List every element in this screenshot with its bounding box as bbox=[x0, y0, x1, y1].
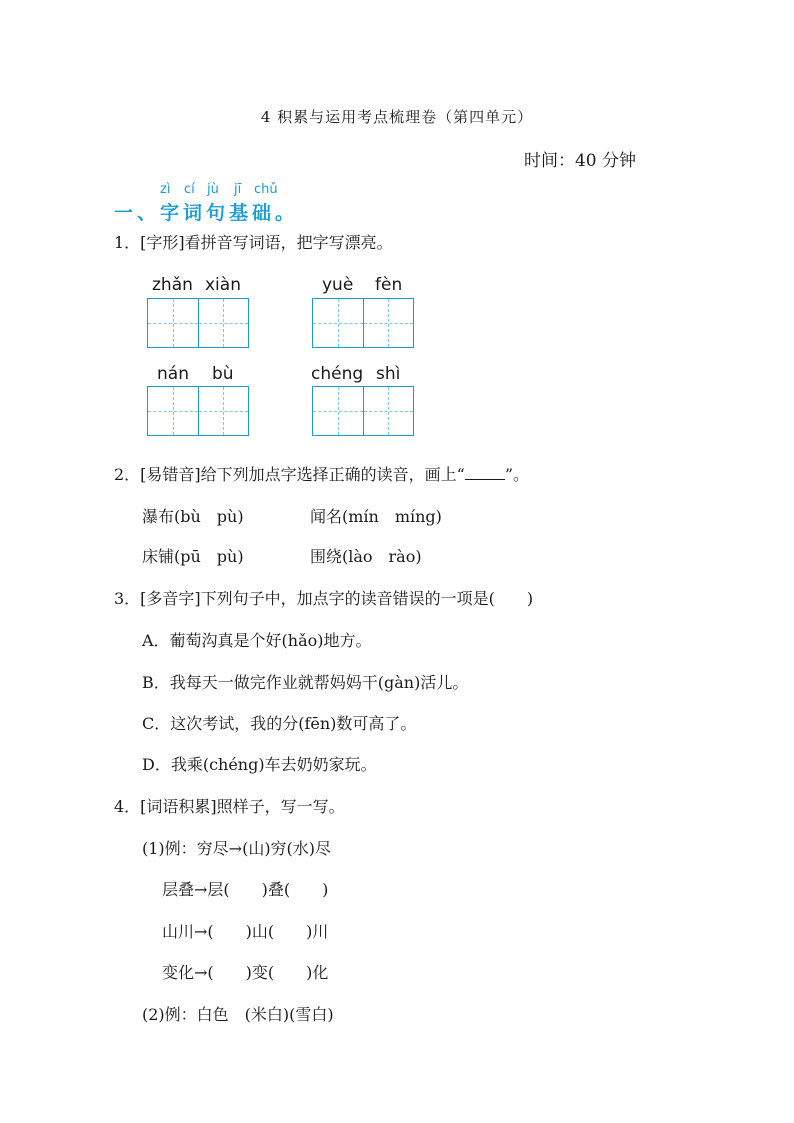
pinyin-zi: zì bbox=[160, 182, 171, 197]
writing-box[interactable] bbox=[312, 298, 414, 348]
question-2-close: ”。 bbox=[504, 465, 530, 484]
pinyin-xian: xiàn bbox=[205, 275, 241, 295]
time-limit: 时间：40 分钟 bbox=[523, 151, 636, 171]
writing-box[interactable] bbox=[147, 386, 249, 436]
question-1: 1．[字形]看拼音写词语，把字写漂亮。 bbox=[114, 233, 393, 252]
pinyin-zhan: zhǎn bbox=[152, 275, 193, 295]
option-a[interactable]: A．葡萄沟真是个好(hǎo)地方。 bbox=[142, 631, 372, 650]
question-4: 4．[词语积累]照样子，写一写。 bbox=[114, 797, 345, 816]
question-2-text: 2．[易错音]给下列加点字选择正确的读音，画上“ bbox=[114, 465, 465, 484]
option-c[interactable]: C．这次考试，我的分(fēn)数可高了。 bbox=[142, 714, 417, 733]
q4-part1-example: (1)例：穷尽→(山)穷(水)尽 bbox=[142, 839, 332, 858]
writing-box[interactable] bbox=[147, 298, 249, 348]
q4-item-1[interactable]: 层叠→层( )叠( ) bbox=[162, 880, 329, 899]
pinyin-chu: chǔ bbox=[254, 182, 278, 197]
q2-item-2[interactable]: 闻名(mín míng) bbox=[310, 507, 442, 526]
pinyin-ju: jù bbox=[207, 182, 219, 197]
question-2 bbox=[114, 462, 529, 485]
page-title: 4 积累与运用考点梳理卷（第四单元） bbox=[260, 108, 534, 126]
answer-blank bbox=[465, 465, 505, 480]
pinyin-nan: nán bbox=[157, 364, 189, 384]
q2-item-3[interactable]: 床铺(pū pù) bbox=[142, 547, 244, 566]
q2-item-1[interactable]: 瀑布(bù pù) bbox=[142, 507, 244, 526]
pinyin-cheng: chéng bbox=[311, 364, 364, 384]
option-b[interactable]: B．我每天一做完作业就帮妈妈干(gàn)活儿。 bbox=[142, 673, 469, 692]
q4-item-2[interactable]: 山川→( )山( )川 bbox=[162, 922, 329, 941]
pinyin-ji: jī bbox=[234, 182, 242, 197]
option-d[interactable]: D．我乘(chéng)车去奶奶家玩。 bbox=[142, 755, 377, 774]
question-3: 3．[多音字]下列句子中，加点字的读音错误的一项是( ) bbox=[114, 589, 534, 608]
q2-item-4[interactable]: 围绕(lào rào) bbox=[310, 547, 422, 566]
pinyin-ci: cí bbox=[184, 182, 195, 197]
writing-box[interactable] bbox=[312, 386, 414, 436]
pinyin-fen: fèn bbox=[375, 275, 403, 295]
q4-part2-example: (2)例：白色 (米白)(雪白) bbox=[142, 1005, 334, 1024]
section-heading: 一、字词句基础。 bbox=[114, 202, 299, 224]
pinyin-yue: yuè bbox=[322, 275, 354, 295]
pinyin-bu: bù bbox=[212, 364, 234, 384]
q4-item-3[interactable]: 变化→( )变( )化 bbox=[162, 963, 329, 982]
pinyin-shi: shì bbox=[376, 364, 401, 384]
